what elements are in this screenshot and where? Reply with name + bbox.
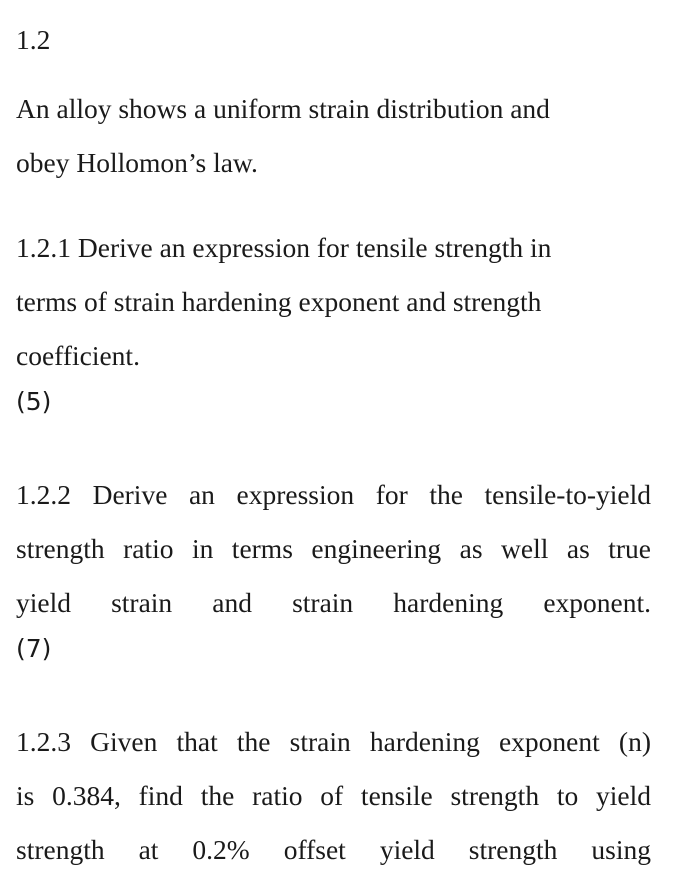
question-1-2-2-marks: (7) [16,634,52,663]
question-1-2-2-line-3: yield strain and strain hardening exponent. [16,587,651,618]
question-1-2-2-line-2: strength ratio in terms engineering as well as true [16,533,651,564]
question-1-2-2 [16,468,651,668]
question-1-2-1-marks: (5) [16,387,52,416]
question-1-2-1-line-2: terms of strain hardening exponent and strength [16,286,542,317]
question-1-2-3-line-2: is 0.384, find the ratio of tensile strength to yield [16,780,651,811]
question-1-2-1-line-1: 1.2.1 Derive an expression for tensile strength in [16,232,552,263]
question-1-2-2-line-1: 1.2.2 Derive an expression for the tensile-to-yield [16,479,651,510]
question-1-2-3-line-3: strength at 0.2% offset yield strength using [16,834,651,865]
question-1-2-1 [16,221,651,421]
intro-paragraph [16,82,651,190]
intro-line-1: An alloy shows a uniform strain distribution and [16,93,550,124]
intro-line-2: obey Hollomon’s law. [16,147,258,178]
question-1-2-3-line-1: 1.2.3 Given that the strain hardening exponent (n) [16,726,651,757]
question-1-2-1-line-3: coefficient. [16,340,140,371]
question-1-2-3 [16,715,651,877]
section-number: 1.2 [16,24,51,55]
